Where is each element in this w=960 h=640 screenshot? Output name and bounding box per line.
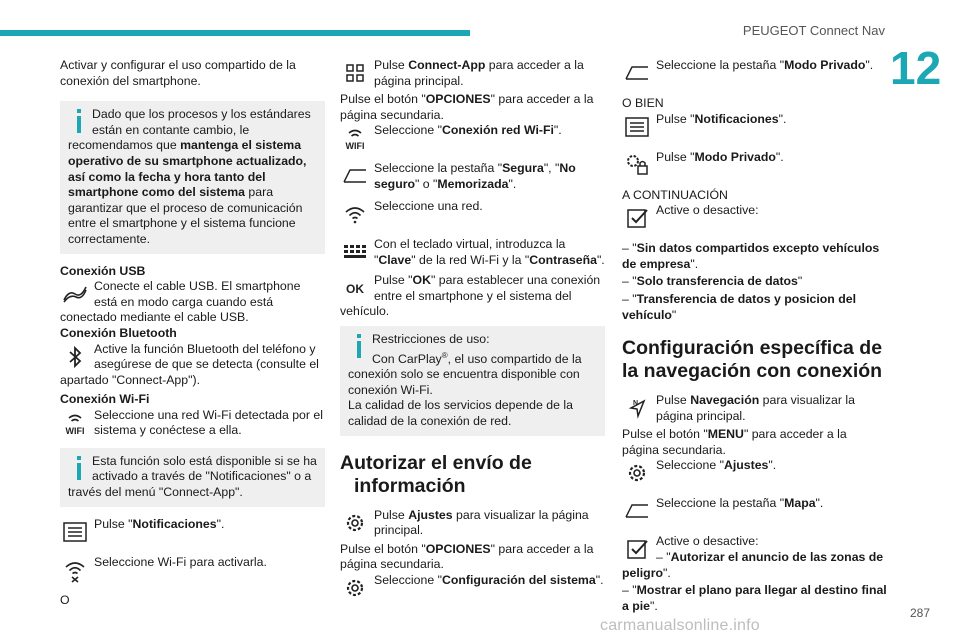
network-select-step: Seleccione una red. [340,199,605,233]
map-option-2: – "Mostrar el plano para llegar al destino final a pie". [622,583,887,613]
bluetooth-icon [60,342,90,372]
wifi-label-icon [340,123,370,153]
private-mode-step: Pulse "Modo Privado". [622,150,887,184]
svg-text:WIFI: WIFI [65,425,85,436]
info-note-1: Dado que los procesos y los estándares están en contante cambio, le recomendamos que mantenga el sistema operativo de su smartphone actualizado, así como la fecha y hora tanto del smartphone como del sistema para garantizar que el proceso de comunicación entre el smartphone y el sistema funcione correctamente. [60,101,325,253]
notifications-icon [60,517,90,547]
info-note-2: Esta función solo está disponible si se ha activado a través de "Notificaciones" o a través del menú "Connect-App". [60,448,325,507]
options-text-1: Pulse el botón "OPCIONES" para acceder a la página secundaria. [340,92,594,122]
option-1: – "Sin datos compartidos excepto vehículos de empresa". [622,241,880,271]
usb-step: Conecte el cable USB. El smartphone está en modo carga cuando está conectado mediante el cable USB. [60,279,301,325]
bluetooth-heading: Conexión Bluetooth [60,325,177,340]
settings-step: Pulse Ajustes para visualizar la página principal. [340,508,605,542]
ok-icon [340,273,370,303]
page-number: 287 [909,606,930,620]
map-tab-step: Seleccione la pestaña "Mapa". [622,496,887,530]
keyboard-icon [340,237,370,267]
wifi-step: WIFI Seleccione una red Wi-Fi detectada por el sistema y conéctese a ella. [60,408,325,442]
checkbox-icon [622,203,652,233]
wifi-network-step: WIFI Seleccione "Conexión red Wi-Fi". [340,123,605,157]
options-text-2: Pulse el botón "OPCIONES" para acceder a la página secundaria. [340,541,594,572]
ok-step: OK Pulse "OK" para establecer una conexión entre el smartphone y el sistema del vehículo. [340,273,601,319]
info-icon [72,456,86,480]
notifications-step-2: Pulse "Notificaciones". [622,112,887,146]
notifications-step: Pulse "Notificaciones". [60,517,325,551]
navigation-step: N Pulse Navegación para visualizar la página principal. [622,393,887,427]
section-heading-send-info: Autorizar el envío de información [340,451,532,497]
menu-text: Pulse el botón "MENU" para acceder a la página secundaria. [622,427,847,457]
a-continuacion-text: A CONTINUACIÓN [622,187,728,202]
toggle-step: Active o desactive: [622,203,887,237]
wifi-heading: Conexión Wi-Fi [60,392,150,407]
wifi-icon [340,199,370,229]
private-tab-step: Seleccione la pestaña "Modo Privado". [622,58,887,92]
column-3 [622,58,887,616]
usb-heading: Conexión USB [60,263,146,278]
gear-icon [622,458,652,488]
section-heading-connected-nav: Configuración específica de la navegación con conexión [622,337,883,383]
notifications-icon [622,112,652,142]
option-2: – "Solo transferencia de datos" [622,274,803,289]
info-icon [72,109,86,133]
header-accent-bar [0,30,470,36]
svg-text:N: N [633,400,639,408]
apps-grid-icon [340,58,370,88]
wifi-label-icon [60,408,90,438]
option-3: – "Transferencia de datos y posicion del vehículo" [622,291,856,322]
or-text: O [60,592,70,607]
tab-select-step: Seleccione la pestaña "Segura", "No seguro" o "Memorizada". [340,161,605,195]
running-title: PEUGEOT Connect Nav [742,23,885,38]
svg-text:OK: OK [346,282,364,297]
checkbox-icon [622,534,652,564]
info-note-3: Restricciones de uso: Con CarPlay®, el uso compartido de la conexión solo se encuentra disponible con conexión Wi-Fi. La calidad de los servicios depende de la calidad de la conexión de red. [340,326,605,436]
connect-app-step: Pulse Connect-App para acceder a la página principal. [340,58,605,92]
keyboard-step: Con el teclado virtual, introduzca la "Clave" de la red Wi-Fi y la "Contraseña". [340,237,605,271]
gear-icon [340,573,370,603]
column-2 [340,58,605,611]
column-1 [60,58,325,608]
chapter-number: 12 [890,42,942,94]
navigation-icon [622,393,652,423]
privacy-lock-icon [622,150,652,180]
wifi-activate-step: Seleccione Wi-Fi para activarla. [60,555,325,589]
info-icon [352,334,366,358]
system-config-step: Seleccione "Configuración del sistema". [340,573,605,607]
intro-text: Activar y configurar el uso compartido de la conexión del smartphone. [60,58,296,88]
tab-icon [622,496,652,526]
bluetooth-step: Active la función Bluetooth del teléfono y asegúrese de que se detecta (consulte el apartado "Connect-App"). [60,341,319,387]
tab-icon [622,58,652,88]
map-toggle-step: Active o desactive: – "Autorizar el anuncio de las zonas de peligro". [622,534,884,580]
wifi-off-icon [60,555,90,585]
gear-icon [340,508,370,538]
svg-text:WIFI: WIFI [345,141,365,152]
obien-text: O BIEN [622,96,664,110]
tab-icon [340,161,370,191]
nav-settings-step: Seleccione "Ajustes". [622,458,887,492]
watermark: carmanualsonline.info [600,617,760,634]
usb-cable-icon [60,279,90,309]
